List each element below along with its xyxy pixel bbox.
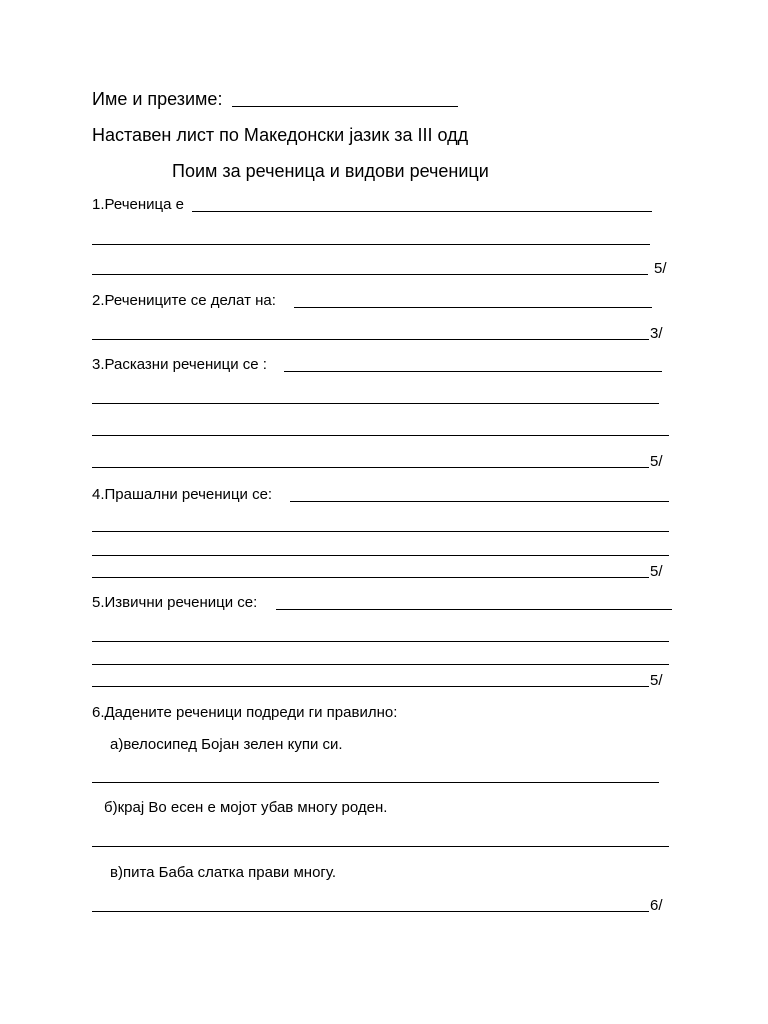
question-3-answer-line[interactable] — [92, 435, 669, 436]
question-4-answer-line[interactable] — [92, 577, 649, 578]
question-6-item-c: в)пита Баба слатка прави многу. — [110, 864, 337, 881]
question-6-answer-line[interactable] — [92, 911, 649, 912]
name-label: Име и презиме: — [92, 89, 223, 109]
question-4-points: 5/ — [650, 563, 663, 580]
question-1-answer-line[interactable] — [92, 244, 650, 245]
question-6-item-a: а)велосипед Бојан зелен купи си. — [110, 736, 343, 753]
question-2-answer-line[interactable] — [294, 307, 652, 308]
question-1-prompt: 1.Реченица е — [92, 196, 184, 213]
question-4-answer-line[interactable] — [92, 555, 669, 556]
question-6-item-b: б)крај Во есен е мојот убав многу роден. — [104, 799, 388, 816]
question-5-prompt: 5.Извични реченици се: — [92, 594, 258, 611]
worksheet-title: Наставен лист по Македонски јазик за III одд — [92, 125, 469, 145]
question-1-answer-line[interactable] — [92, 274, 648, 275]
question-3-answer-line[interactable] — [92, 467, 649, 468]
question-3-answer-line[interactable] — [284, 371, 662, 372]
question-5-points: 5/ — [650, 672, 663, 689]
question-3-prompt: 3.Расказни реченици се : — [92, 356, 267, 373]
question-6-prompt: 6.Дадените реченици подреди ги правилно: — [92, 704, 398, 721]
question-5-answer-line[interactable] — [92, 686, 649, 687]
question-6-points: 6/ — [650, 897, 663, 914]
question-5-answer-line[interactable] — [276, 609, 672, 610]
question-4-prompt: 4.Прашални реченици се: — [92, 486, 273, 503]
question-2-prompt: 2.Речениците се делат на: — [92, 292, 276, 309]
question-5-answer-line[interactable] — [92, 641, 669, 642]
question-1-answer-line[interactable] — [192, 211, 652, 212]
name-answer-line[interactable] — [232, 106, 458, 107]
question-5-answer-line[interactable] — [92, 664, 669, 665]
question-4-answer-line[interactable] — [290, 501, 669, 502]
question-2-answer-line[interactable] — [92, 339, 649, 340]
question-4-answer-line[interactable] — [92, 531, 669, 532]
worksheet-subtitle: Поим за реченица и видови реченици — [172, 161, 489, 181]
question-3-answer-line[interactable] — [92, 403, 659, 404]
question-6-answer-line[interactable] — [92, 846, 669, 847]
question-2-points: 3/ — [650, 325, 663, 342]
question-6-answer-line[interactable] — [92, 782, 659, 783]
question-1-points: 5/ — [654, 260, 667, 277]
question-3-points: 5/ — [650, 453, 663, 470]
